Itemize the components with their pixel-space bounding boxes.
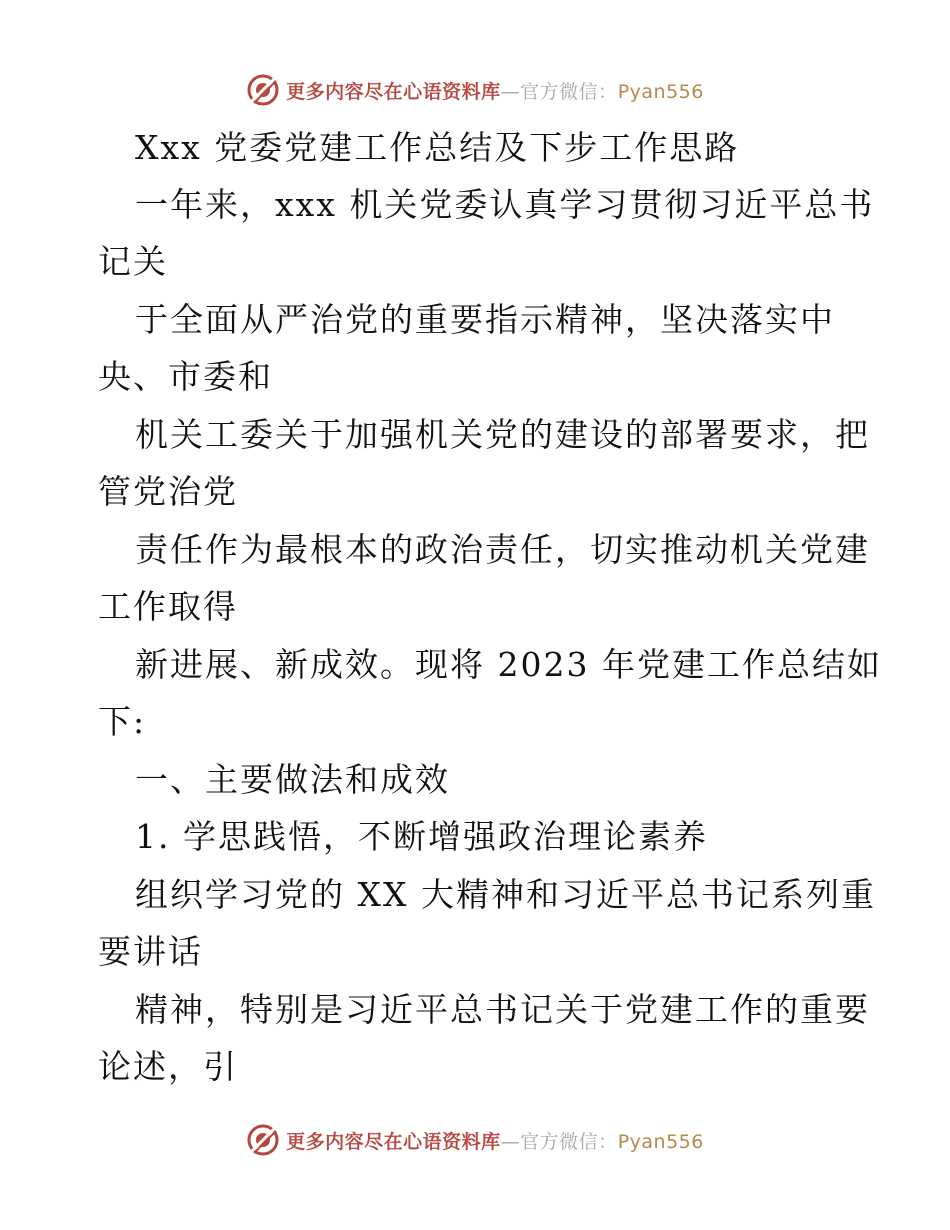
footer-banner: [0, 1120, 950, 1160]
paragraph-line: 于全面从严治党的重要指示精神，坚决落实中: [135, 300, 835, 339]
section-heading: 一、主要做法和成效: [135, 760, 450, 799]
paragraph-line: 工作取得: [98, 587, 238, 626]
paragraph-line: 记关: [98, 242, 168, 281]
banner-official-label: 官方微信：: [520, 80, 618, 103]
paragraph-line: 下:: [98, 702, 147, 741]
banner-dash: —: [500, 80, 521, 103]
paragraph-line: 央、市委和: [98, 357, 273, 396]
banner-promo-text: 更多内容尽在心语资料库: [286, 1130, 501, 1153]
banner-official-label: 官方微信：: [520, 1130, 618, 1153]
paragraph-line: 论述，引: [98, 1047, 238, 1086]
paragraph-line: 新进展、新成效。现将 2023 年党建工作总结如: [135, 645, 882, 684]
subsection-heading: 1. 学思践悟，不断增强政治理论素养: [135, 817, 708, 856]
paragraph-line: 管党治党: [98, 472, 238, 511]
banner-wechat-id: Pyan556: [617, 1130, 704, 1153]
banner-text: [286, 1127, 704, 1154]
seal-logo-icon: [246, 73, 280, 107]
paragraph-line: 要讲话: [98, 932, 203, 971]
paragraph-line: 责任作为最根本的政治责任，切实推动机关党建: [135, 530, 870, 569]
banner-text: [286, 77, 704, 104]
paragraph-line: 一年来，xxx 机关党委认真学习贯彻习近平总书: [135, 185, 875, 224]
paragraph-line: 组织学习党的 XX 大精神和习近平总书记系列重: [135, 875, 876, 914]
banner-dash: —: [500, 1130, 521, 1153]
header-banner: [0, 70, 950, 110]
paragraph-line: 机关工委关于加强机关党的建设的部署要求，把: [135, 415, 870, 454]
banner-promo-text: 更多内容尽在心语资料库: [286, 80, 501, 103]
document-title: Xxx 党委党建工作总结及下步工作思路: [135, 128, 740, 167]
banner-wechat-id: Pyan556: [617, 80, 704, 103]
seal-logo-icon: [246, 1123, 280, 1157]
paragraph-line: 精神，特别是习近平总书记关于党建工作的重要: [135, 990, 870, 1029]
